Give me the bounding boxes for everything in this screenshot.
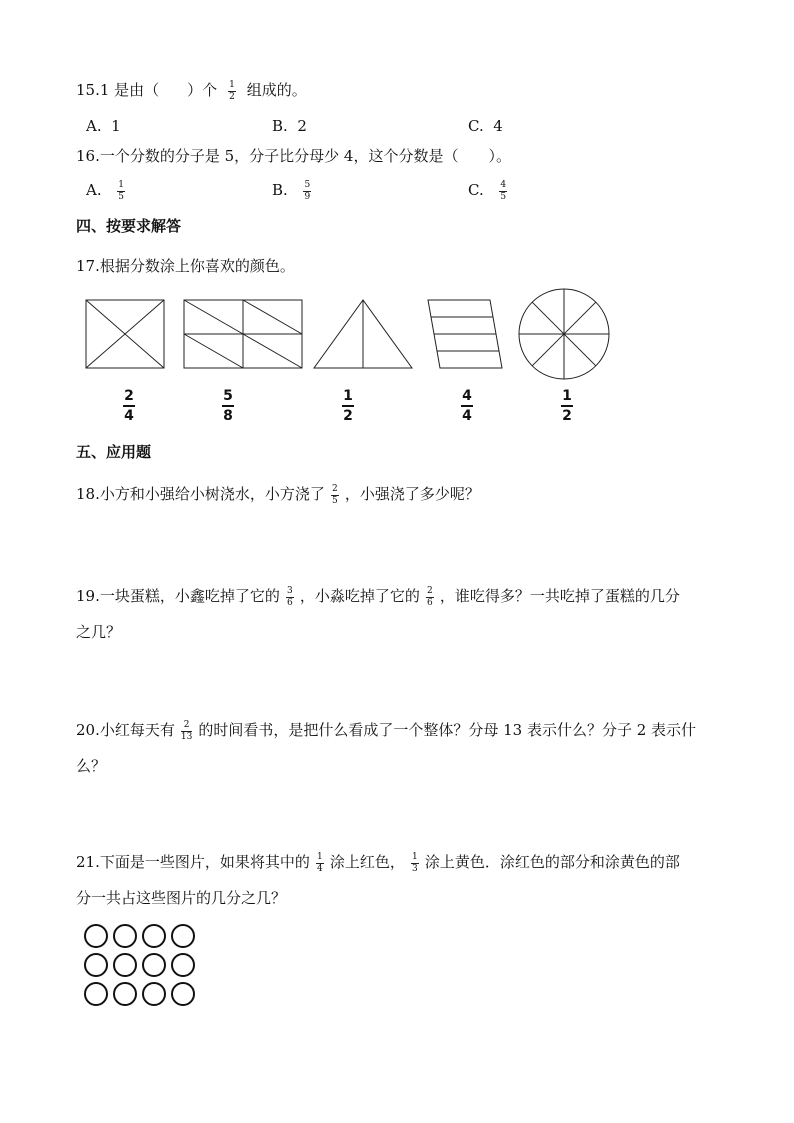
q21-fraction-2: $\frac{1}{3}$: [412, 851, 418, 874]
q17-fraction-1: 2 4: [124, 388, 134, 424]
q17-line: 17.根据分数涂上你喜欢的颜色。: [76, 257, 295, 275]
q18-fraction: $\frac{2}{5}$: [331, 483, 338, 506]
q16-option-a: A. $\frac{1}{5}$: [86, 179, 125, 202]
q15-option-c: C. 4: [468, 117, 503, 135]
circle-eighths-shape: [519, 289, 609, 379]
triangle-halves-shape: [314, 300, 412, 368]
q21-line-1: 21.下面是一些图片，如果将其中的 $\frac{1}{4}$ 涂上红色， $\frac{1}{3}$ 涂上黄色．涂红色的部分和涂黄色的部: [76, 851, 680, 874]
q16-option-c: C. $\frac{4}{5}$: [468, 179, 507, 202]
q16-option-b: B. $\frac{5}{9}$: [272, 179, 311, 202]
q16-line: 16.一个分数的分子是 5，分子比分母少 4，这个分数是（ ）。: [76, 147, 511, 165]
q15-suffix: 组成的。: [246, 81, 307, 99]
q17-fraction-5: 1 2: [562, 388, 572, 424]
q21-circle-grid: [85, 925, 194, 1005]
q15-prefix: 15.1 是由（: [76, 81, 160, 99]
q21-line-2: 分一共占这些图片的几分之几？: [76, 889, 287, 907]
parallelogram-quarters-shape: [428, 300, 502, 368]
section-5-title: 五、应用题: [76, 443, 152, 461]
q17-fraction-4: 4 4: [462, 388, 472, 424]
q20-line-2: 么？: [76, 757, 107, 775]
q21-fraction-1: $\frac{1}{4}$: [316, 851, 323, 874]
q19-fraction-2: $\frac{2}{6}$: [427, 585, 433, 608]
rectangle-eighths-shape: [184, 300, 302, 368]
section-4-title: 四、按要求解答: [76, 217, 182, 235]
q15-fraction: $\frac{1}{2}$: [229, 79, 235, 102]
q15-option-a: A. 1: [86, 117, 121, 135]
square-x-shape: [86, 300, 164, 368]
q17-fraction-2: 5 8: [223, 388, 233, 424]
q20-fraction: $\frac{2}{13}$: [180, 719, 193, 742]
q19-line-1: 19.一块蛋糕，小鑫吃掉了它的 $\frac{3}{6}$ ，小淼吃掉了它的 $\frac{2}{6}$ ，谁吃得多？一共吃掉了蛋糕的几分: [76, 585, 680, 608]
q18-line: 18.小方和小强给小树浇水，小方浇了 $\frac{2}{5}$ ，小强浇了多少呢？: [76, 483, 480, 506]
q20-line-1: 20.小红每天有 $\frac{2}{13}$ 的时间看书，是把什么看成了一个整体？分母 13 表示什么？分子 2 表示什: [76, 719, 697, 742]
q15-suffix-before: ）个: [187, 81, 218, 99]
q15-line: [76, 80, 307, 102]
q17-fraction-3: 1 2: [343, 388, 353, 424]
q19-line-2: 之几？: [76, 623, 122, 641]
q19-fraction-1: $\frac{3}{6}$: [286, 585, 293, 608]
q15-option-b: B. 2: [272, 117, 307, 135]
